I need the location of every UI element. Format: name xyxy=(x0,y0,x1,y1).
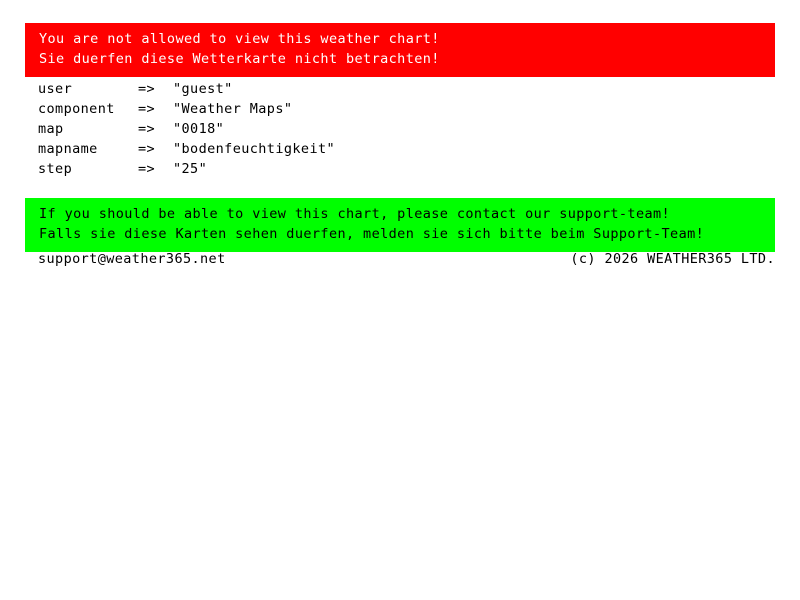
parameter-arrow: => xyxy=(138,81,156,97)
parameter-row-user xyxy=(38,79,335,99)
footer xyxy=(38,249,775,269)
parameter-key: mapname xyxy=(38,141,98,157)
info-banner-line-en: If you should be able to view this chart, please contact our support-team! xyxy=(39,206,671,222)
error-banner-line-en: You are not allowed to view this weather chart! xyxy=(39,31,440,47)
parameter-value: "guest" xyxy=(173,81,233,97)
parameter-value: "bodenfeuchtigkeit" xyxy=(173,141,336,157)
parameter-arrow: => xyxy=(138,161,156,177)
error-banner-line-de: Sie duerfen diese Wetterkarte nicht betrachten! xyxy=(39,51,440,67)
support-email-link[interactable]: support@weather365.net xyxy=(38,251,226,267)
parameter-row-step xyxy=(38,159,335,179)
parameter-list xyxy=(38,79,335,179)
parameter-key: component xyxy=(38,101,115,117)
parameter-arrow: => xyxy=(138,141,156,157)
parameter-key: step xyxy=(38,161,73,177)
error-banner xyxy=(25,23,775,77)
parameter-row-map xyxy=(38,119,335,139)
parameter-value: "0018" xyxy=(173,121,225,137)
parameter-value: "25" xyxy=(173,161,208,177)
parameter-arrow: => xyxy=(138,101,156,117)
parameter-key: user xyxy=(38,81,73,97)
parameter-row-component xyxy=(38,99,335,119)
info-banner-line-de: Falls sie diese Karten sehen duerfen, melden sie sich bitte beim Support-Team! xyxy=(39,226,705,242)
parameter-key: map xyxy=(38,121,64,137)
parameter-value: "Weather Maps" xyxy=(173,101,293,117)
parameter-arrow: => xyxy=(138,121,156,137)
copyright-notice: (c) 2026 WEATHER365 LTD. xyxy=(570,251,775,267)
parameter-row-mapname xyxy=(38,139,335,159)
info-banner xyxy=(25,198,775,252)
